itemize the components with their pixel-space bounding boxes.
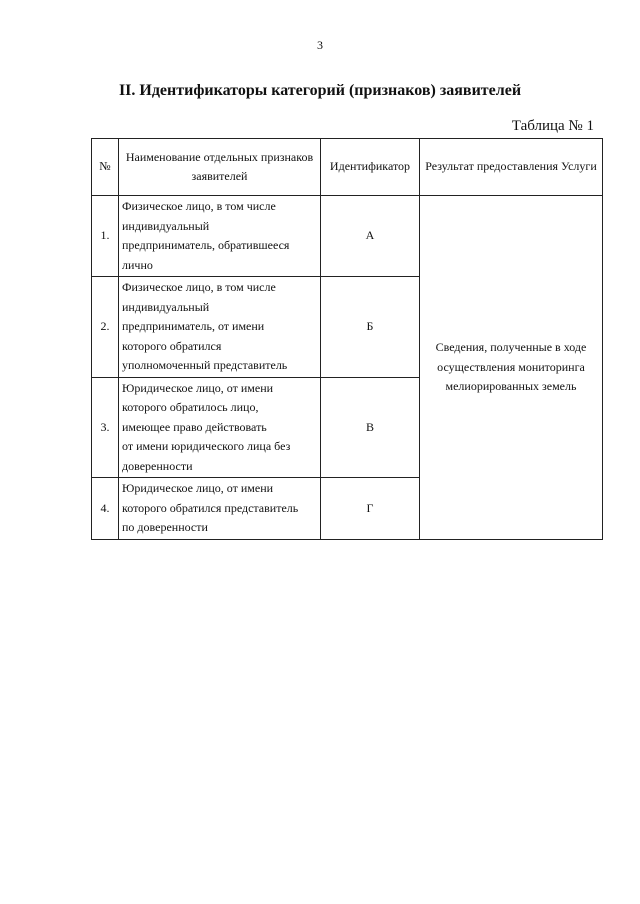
row-name-line: от имени юридического лица без (122, 439, 291, 453)
row-name (119, 196, 321, 277)
row-number: 3. (92, 377, 119, 478)
page-number: 3 (317, 38, 323, 52)
row-name (119, 478, 321, 540)
row-identifier: Г (321, 478, 420, 540)
row-name-line: индивидуальный (122, 299, 210, 314)
row-number: 4. (92, 478, 119, 540)
row-name-line: Физическое лицо, в том числе (122, 280, 276, 294)
row-name-line: по доверенности (122, 520, 208, 534)
table-row (92, 196, 603, 277)
row-name (119, 377, 321, 478)
row-name-line: которого обратилось лицо, (122, 400, 259, 414)
table-caption: Таблица № 1 (511, 118, 594, 134)
row-name-line: уполномоченный представитель (122, 358, 288, 372)
row-name (119, 277, 321, 378)
row-identifier: Б (321, 277, 420, 378)
row-number: 2. (92, 277, 119, 378)
header-num: № (92, 139, 119, 196)
table-header-row (92, 139, 603, 196)
row-name-line: лично (122, 257, 153, 272)
header-result: Результат предоставления Услуги (420, 139, 603, 196)
row-number: 1. (92, 196, 119, 277)
row-name-line: предприниматель, от имени (122, 319, 265, 333)
row-name-line: доверенности (122, 458, 193, 473)
section-title: II. Идентификаторы категорий (признаков) заявителей (118, 82, 522, 99)
result-cell: Сведения, полученные в ходе осуществления мониторинга мелиорированных земель (420, 196, 603, 540)
row-name-line: индивидуальный (122, 218, 210, 233)
header-identifier: Идентификатор (321, 139, 420, 196)
row-name-line: Юридическое лицо, от имени (122, 481, 274, 495)
row-name-line: которого обратился представитель (122, 500, 299, 515)
row-name-line: которого обратился (122, 338, 222, 353)
row-identifier: А (321, 196, 420, 277)
row-name-line: предприниматель, обратившееся (122, 238, 290, 252)
row-name-line: Юридическое лицо, от имени (122, 380, 274, 395)
row-name-line: Физическое лицо, в том числе (122, 199, 276, 213)
identifiers-table (91, 138, 603, 540)
row-identifier: В (321, 377, 420, 478)
header-name: Наименование отдельных признаков заявителей (119, 139, 321, 196)
row-name-line: имеющее право действовать (122, 419, 267, 434)
